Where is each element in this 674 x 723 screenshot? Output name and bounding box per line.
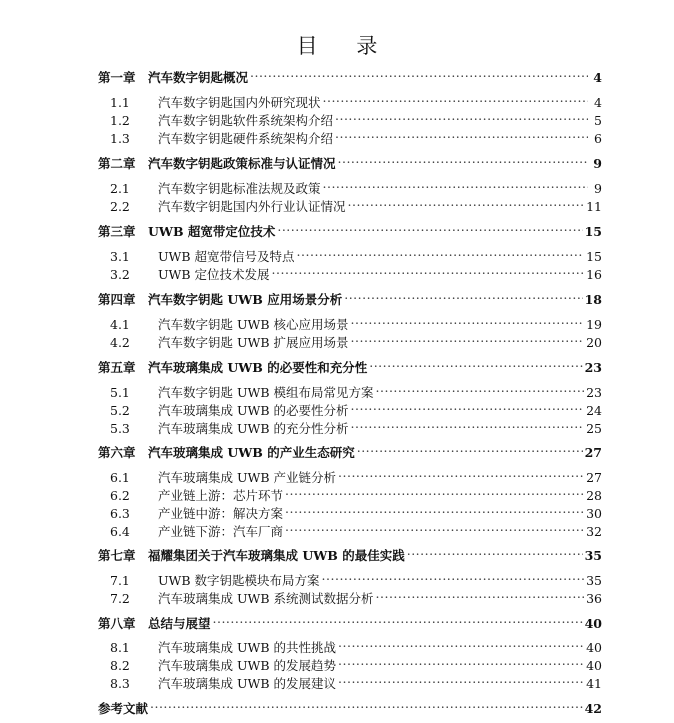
section-number: 3.2 xyxy=(110,267,130,282)
dot-leader xyxy=(335,107,588,125)
toc-chapter-4[interactable] xyxy=(98,286,602,307)
dot-leader xyxy=(357,439,583,457)
page-number: 9 xyxy=(593,156,602,171)
chapter-title: 汽车玻璃集成 UWB 的必要性和充分性 xyxy=(148,360,368,375)
dot-leader xyxy=(297,243,585,261)
page-number: 35 xyxy=(584,548,602,563)
page-number: 5 xyxy=(594,113,602,128)
dot-leader xyxy=(348,193,585,211)
section-title: 汽车玻璃集成 UWB 的必要性分析 xyxy=(158,403,349,418)
chapter-number: 第四章 xyxy=(98,292,136,307)
page-number: 11 xyxy=(586,199,602,214)
section-number: 1.2 xyxy=(110,113,130,128)
section-title: 汽车数字钥匙硬件系统架构介绍 xyxy=(158,131,334,146)
page-number: 4 xyxy=(593,70,602,85)
toc-references[interactable] xyxy=(98,695,602,716)
section-number: 5.3 xyxy=(110,421,130,436)
dot-leader xyxy=(272,261,585,279)
dot-leader xyxy=(285,482,584,500)
section-number: 1.3 xyxy=(110,131,130,146)
dot-leader xyxy=(338,464,584,482)
dot-leader xyxy=(338,634,584,652)
toc-section-6-3[interactable] xyxy=(98,500,602,521)
page-number: 30 xyxy=(586,506,602,521)
references-title: 参考文献 xyxy=(98,701,149,716)
section-title: 汽车数字钥匙 UWB 扩展应用场景 xyxy=(158,335,349,350)
section-number: 2.2 xyxy=(110,199,130,214)
chapter-title: 汽车数字钥匙政策标准与认证情况 xyxy=(148,156,336,171)
toc-section-1-1[interactable] xyxy=(98,89,602,110)
dot-leader xyxy=(407,542,583,560)
dot-leader xyxy=(250,64,588,82)
section-title: 产业链下游：汽车厂商 xyxy=(158,524,284,539)
section-number: 6.1 xyxy=(110,470,130,485)
section-number: 4.2 xyxy=(110,335,130,350)
chapter-title: 汽车数字钥匙 UWB 应用场景分析 xyxy=(148,292,343,307)
page-number: 4 xyxy=(594,95,602,110)
section-title: 产业链上游：芯片环节 xyxy=(158,488,284,503)
chapter-title: 汽车玻璃集成 UWB 的产业生态研究 xyxy=(148,445,355,460)
dot-leader xyxy=(351,311,585,329)
page-number: 9 xyxy=(594,181,602,196)
page-number: 40 xyxy=(586,658,602,673)
toc-chapter-3[interactable] xyxy=(98,218,602,239)
toc-section-4-2[interactable] xyxy=(98,329,602,350)
dot-leader xyxy=(338,150,588,168)
toc-section-7-2[interactable] xyxy=(98,585,602,606)
dot-leader xyxy=(338,670,584,688)
section-title: 汽车玻璃集成 UWB 产业链分析 xyxy=(158,470,337,485)
dot-leader xyxy=(344,286,582,304)
toc-chapter-2[interactable] xyxy=(98,150,602,171)
dot-leader xyxy=(323,89,588,107)
toc-section-6-1[interactable] xyxy=(98,464,602,485)
toc-section-6-2[interactable] xyxy=(98,482,602,503)
dot-leader xyxy=(335,125,588,143)
toc-section-5-2[interactable] xyxy=(98,397,602,418)
section-title: 汽车玻璃集成 UWB 系统测试数据分析 xyxy=(158,591,374,606)
section-title: 汽车数字钥匙 UWB 核心应用场景 xyxy=(158,317,349,332)
section-number: 7.2 xyxy=(110,591,130,606)
dot-leader xyxy=(285,500,584,518)
section-number: 8.1 xyxy=(110,640,130,655)
toc-section-4-1[interactable] xyxy=(98,311,602,332)
dot-leader xyxy=(285,518,584,536)
toc-section-8-1[interactable] xyxy=(98,634,602,655)
page-title: 目 录 xyxy=(296,34,394,58)
section-number: 1.1 xyxy=(110,95,130,110)
page-number: 25 xyxy=(586,421,602,436)
section-number: 8.2 xyxy=(110,658,130,673)
page-number: 20 xyxy=(586,335,602,350)
section-title: 汽车玻璃集成 UWB 的发展趋势 xyxy=(158,658,337,673)
section-number: 6.4 xyxy=(110,524,130,539)
toc-section-3-1[interactable] xyxy=(98,243,602,264)
chapter-number: 第六章 xyxy=(98,445,136,460)
section-title: 汽车数字钥匙 UWB 模组布局常见方案 xyxy=(158,385,374,400)
toc-section-2-2[interactable] xyxy=(98,193,602,214)
toc-section-8-2[interactable] xyxy=(98,652,602,673)
dot-leader xyxy=(322,567,585,585)
section-title: 汽车玻璃集成 UWB 的发展建议 xyxy=(158,676,337,691)
page-number: 41 xyxy=(586,676,602,691)
section-number: 4.1 xyxy=(110,317,130,332)
section-number: 6.3 xyxy=(110,506,130,521)
dot-leader xyxy=(376,585,585,603)
section-title: 汽车数字钥匙国内外研究现状 xyxy=(158,95,321,110)
page-number: 32 xyxy=(586,524,602,539)
section-number: 3.1 xyxy=(110,249,130,264)
toc-section-1-2[interactable] xyxy=(98,107,602,128)
toc-section-6-4[interactable] xyxy=(98,518,602,539)
chapter-number: 第八章 xyxy=(98,616,136,631)
chapter-number: 第三章 xyxy=(98,224,136,239)
section-title: UWB 超宽带信号及特点 xyxy=(158,249,295,264)
toc-chapter-5[interactable] xyxy=(98,354,602,375)
page-number: 27 xyxy=(586,470,602,485)
section-title: 汽车数字钥匙标准法规及政策 xyxy=(158,181,321,196)
toc-section-2-1[interactable] xyxy=(98,175,602,196)
page-number: 40 xyxy=(586,640,602,655)
section-title: 汽车数字钥匙软件系统架构介绍 xyxy=(158,113,334,128)
chapter-title: 汽车数字钥匙概况 xyxy=(148,70,249,85)
section-number: 8.3 xyxy=(110,676,130,691)
dot-leader xyxy=(351,397,585,415)
section-title: 产业链中游：解决方案 xyxy=(158,506,284,521)
page-number: 23 xyxy=(584,360,602,375)
section-title: 汽车数字钥匙国内外行业认证情况 xyxy=(158,199,346,214)
chapter-number: 第二章 xyxy=(98,156,136,171)
page-number: 24 xyxy=(586,403,602,418)
page-number: 18 xyxy=(584,292,602,307)
toc-section-1-3[interactable] xyxy=(98,125,602,146)
chapter-number: 第一章 xyxy=(98,70,136,85)
dot-leader xyxy=(351,329,585,347)
section-number: 6.2 xyxy=(110,488,130,503)
section-number: 5.1 xyxy=(110,385,130,400)
page-number: 6 xyxy=(594,131,602,146)
section-title: UWB 数字钥匙模块布局方案 xyxy=(158,573,320,588)
dot-leader xyxy=(277,218,582,236)
toc-chapter-7[interactable] xyxy=(98,542,602,563)
chapter-number: 第五章 xyxy=(98,360,136,375)
chapter-title: UWB 超宽带定位技术 xyxy=(148,224,276,239)
chapter-title: 福耀集团关于汽车玻璃集成 UWB 的最佳实践 xyxy=(148,548,405,563)
section-title: 汽车玻璃集成 UWB 的充分性分析 xyxy=(158,421,349,436)
page-number: 40 xyxy=(584,616,602,631)
chapter-number: 第七章 xyxy=(98,548,136,563)
toc-section-7-1[interactable] xyxy=(98,567,602,588)
dot-leader xyxy=(376,379,585,397)
dot-leader xyxy=(323,175,588,193)
toc-chapter-1[interactable] xyxy=(98,64,602,85)
page-number: 27 xyxy=(584,445,602,460)
page-number: 42 xyxy=(584,701,602,716)
section-title: 汽车玻璃集成 UWB 的共性挑战 xyxy=(158,640,337,655)
page-number: 15 xyxy=(584,224,602,239)
toc-section-5-1[interactable] xyxy=(98,379,602,400)
page-number: 28 xyxy=(586,488,602,503)
toc-chapter-8[interactable] xyxy=(98,610,602,631)
chapter-title: 总结与展望 xyxy=(148,616,211,631)
toc-section-5-3[interactable] xyxy=(98,415,602,436)
toc-chapter-6[interactable] xyxy=(98,439,602,460)
toc-section-3-2[interactable] xyxy=(98,261,602,282)
toc-section-8-3[interactable] xyxy=(98,670,602,691)
dot-leader xyxy=(213,610,583,628)
section-number: 2.1 xyxy=(110,181,130,196)
page-number: 23 xyxy=(586,385,602,400)
dot-leader xyxy=(369,354,582,372)
section-number: 5.2 xyxy=(110,403,130,418)
page-number: 19 xyxy=(586,317,602,332)
page-number: 35 xyxy=(586,573,602,588)
dot-leader xyxy=(150,695,583,713)
section-title: UWB 定位技术发展 xyxy=(158,267,270,282)
page-number: 36 xyxy=(586,591,602,606)
page-number: 16 xyxy=(586,267,602,282)
dot-leader xyxy=(351,415,585,433)
dot-leader xyxy=(338,652,584,670)
page-number: 15 xyxy=(586,249,602,264)
section-number: 7.1 xyxy=(110,573,130,588)
